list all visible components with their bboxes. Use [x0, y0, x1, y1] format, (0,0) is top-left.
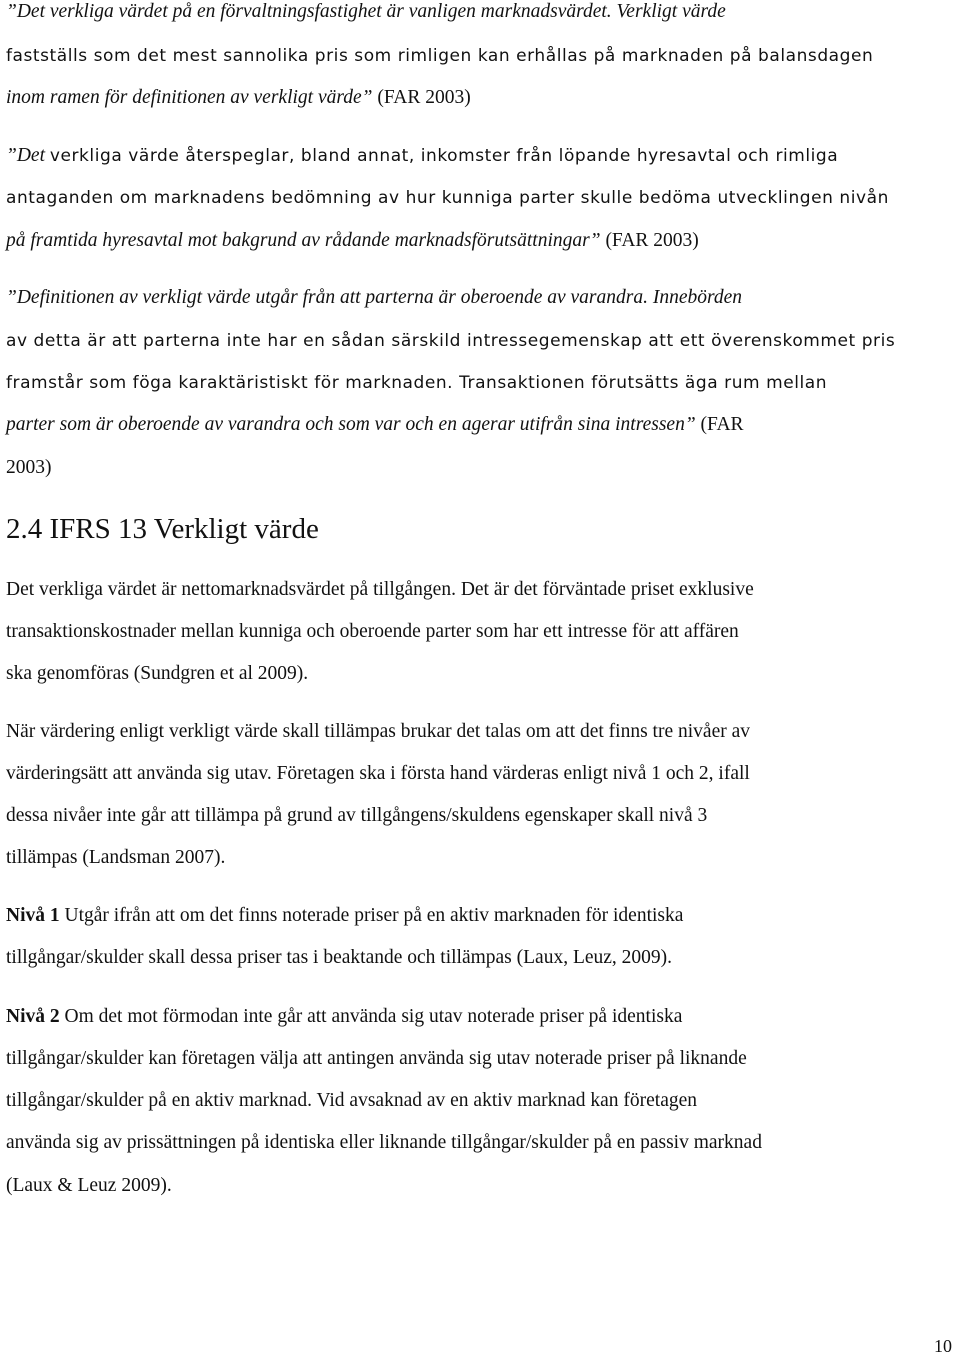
quote-text: inom ramen för definitionen av verkligt värde”	[6, 87, 373, 108]
level-2-line	[6, 1005, 682, 1029]
quote-text: verkliga värde återspeglar, bland annat, inkomster från löpande hyresavtal och rimliga	[49, 146, 839, 166]
level-1-text: Utgår ifrån att om det finns noterade priser på en aktiv marknaden för identiska	[59, 905, 684, 926]
quote-text: Verkligt värde	[616, 1, 726, 22]
quote-line	[6, 44, 873, 68]
quote-text: fastställs som det mest sannolika pris som rimligen kan erhållas på marknaden på balansdagen	[6, 46, 874, 66]
quote-line	[6, 186, 889, 210]
quote-line	[6, 329, 895, 353]
level-1-line	[6, 904, 683, 928]
quote-line	[6, 144, 838, 168]
citation: (FAR	[695, 414, 744, 435]
quote-text: ”Definitionen av verkligt värde utgår från att parterna är oberoende av varandra.	[6, 287, 653, 308]
quote-line	[6, 286, 742, 310]
paragraph-line: värderingsätt att använda sig utav. Företagen ska i första hand värderas enligt nivå 1 och 2, ifall	[6, 763, 750, 784]
level-2-label: Nivå 2	[6, 1006, 60, 1027]
quote-line	[6, 456, 52, 480]
quote-text: antaganden om marknadens bedömning av hur kunniga parter skulle bedöma utvecklingen nivån	[6, 188, 889, 208]
page-number: 10	[934, 1336, 952, 1356]
paragraph-line: ska genomföras (Sundgren et al 2009).	[6, 663, 309, 684]
citation: (FAR 2003)	[600, 230, 699, 251]
quote-text: ”Det	[6, 145, 50, 166]
section-heading: 2.4 IFRS 13 Verkligt värde	[6, 513, 319, 545]
paragraph-line: Det verkliga värdet är nettomarknadsvärdet på tillgången. Det är det förväntade priset exklusive	[6, 579, 754, 600]
level-1-label: Nivå 1	[6, 905, 60, 926]
citation: 2003)	[6, 457, 52, 478]
quote-text: på framtida hyresavtal mot bakgrund av rådande marknadsförutsättningar”	[6, 230, 601, 251]
quote-line	[6, 413, 744, 437]
paragraph-line: dessa nivåer inte går att tillämpa på grund av tillgångens/skuldens egenskaper skall nivå 3	[6, 805, 708, 826]
quote-text: parter som är oberoende av varandra och som var och en agerar utifrån sina intressen”	[6, 414, 696, 435]
quote-text: Transaktionen förutsätts äga rum mellan	[459, 373, 828, 393]
paragraph-line: transaktionskostnader mellan kunniga och oberoende parter som har ett intresse för att affären	[6, 621, 739, 642]
quote-line	[6, 371, 827, 395]
paragraph-line: tillgångar/skulder på en aktiv marknad. Vid avsaknad av en aktiv marknad kan företagen	[6, 1090, 698, 1111]
paragraph-line: tillgångar/skulder skall dessa priser tas i beaktande och tillämpas (Laux, Leuz, 2009).	[6, 947, 673, 968]
paragraph-line: (Laux & Leuz 2009).	[6, 1175, 172, 1196]
paragraph-line: använda sig av prissättningen på identiska eller liknande tillgångar/skulder på en passiv marknad	[6, 1132, 762, 1153]
quote-text: av detta är att parterna inte har en sådan särskild intressegemenskap att ett överenskommet pris	[6, 331, 896, 351]
paragraph-line: tillgångar/skulder kan företagen välja att antingen använda sig utav noterade priser på liknande	[6, 1048, 747, 1069]
paragraph-line: tillämpas (Landsman 2007).	[6, 847, 226, 868]
quote-text: ”Det verkliga värdet på en förvaltningsfastighet är vanligen marknadsvärdet.	[6, 1, 617, 22]
quote-line	[6, 86, 471, 110]
quote-line	[6, 229, 699, 253]
quote-text: Innebörden	[652, 287, 743, 308]
paragraph-line: När värdering enligt verkligt värde skall tillämpas brukar det talas om att det finns tre nivåer av	[6, 721, 750, 742]
level-2-text: Om det mot förmodan inte går att använda sig utav noterade priser på identiska	[59, 1006, 683, 1027]
quote-line	[6, 0, 726, 24]
quote-text: framstår som föga karaktäristiskt för marknaden.	[6, 373, 460, 393]
citation: (FAR 2003)	[372, 87, 471, 108]
